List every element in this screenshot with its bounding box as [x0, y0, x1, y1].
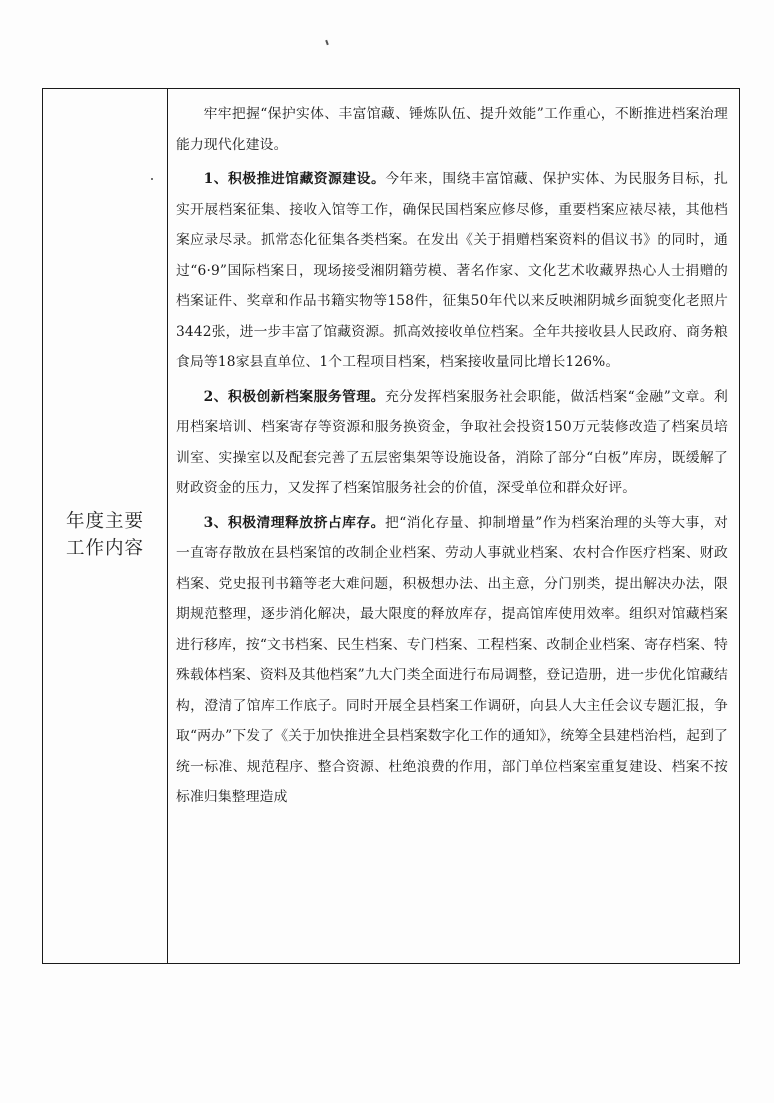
- content-cell: [176, 99, 728, 961]
- row-label-line-2: 工作内容: [65, 538, 144, 559]
- paragraph-body: 把“消化存量、抑制增量”作为档案治理的头等大事，对一直寄存散放在县档案馆的改制企业档案、劳动人事就业档案、农村合作医疗档案、财政档案、党史报刊书籍等老大难问题，积极想办法、出主意，分门别类，提出解决办法，限期规范整理，逐步消化解决，最大限度的释放库存，提高馆库使用效率。组织对馆藏档案进行移库，按“文书档案、民生档案、专门档案、工程档案、改制企业档案、寄存档案、特殊载体档案、资料及其他档案”九大门类全面进行布局调整，登记造册，进一步优化馆藏结构，澄清了馆库工作底子。同时开展全县档案工作调研，向县人大主任会议专题汇报，争取“两办”下发了《关于加快推进全县档案数字化工作的通知》，统筹全县建档治档，起到了统一标准、规范程序、整合资源、杜绝浪费的作用，部门单位档案室重复建设、档案不按标准归集整理造成: [176, 514, 728, 805]
- row-label-cell: [43, 89, 167, 963]
- work-content-table: [42, 88, 740, 964]
- row-label-line-1: 年度主要: [65, 511, 144, 532]
- stray-ink-mark: [325, 40, 329, 45]
- paragraph-body: 今年来，围绕丰富馆藏、保护实体、为民服务目标，扎实开展档案征集、接收入馆等工作，确保民国档案应修尽修，重要档案应裱尽裱，其他档案应录尽录。抓常态化征集各类档案。在发出《关于捐赠档案资料的倡议书》的同时，通过“6·9”国际档案日，现场接受湘阴籍劳模、著名作家、文化艺术收藏界热心人士捐赠的档案证件、奖章和作品书籍实物等158件，征集50年代以来反映湘阴城乡面貌变化老照片3442张，进一步丰富了馆藏资源。抓高效接收单位档案。全年共接收县人民政府、商务粮食局等18家县直单位、1个工程项目档案，档案接收量同比增长126%。: [176, 171, 728, 370]
- paragraph-heading: 2、积极创新档案服务管理。: [203, 388, 385, 405]
- paragraph-item-2: [176, 382, 728, 504]
- row-label: [50, 508, 160, 562]
- paragraph-item-1: [176, 164, 728, 378]
- paragraph-body: 充分发挥档案服务社会职能，做活档案“金融”文章。利用档案培训、档案寄存等资源和服务换资金，争取社会投资150万元装修改造了档案员培训室、实操室以及配套完善了五层密集架等设施设备，消除了部分“白板”库房，既缓解了财政资金的压力，又发挥了档案馆服务社会的价值，深受单位和群众好评。: [176, 388, 728, 496]
- column-divider: [167, 89, 168, 963]
- paragraph-body: 牢牢把握“保护实体、丰富馆藏、锤炼队伍、提升效能”工作重心，不断推进档案治理能力现代化建设。: [176, 106, 728, 153]
- paragraph-intro: [176, 99, 728, 160]
- paragraph-heading: 1、积极推进馆藏资源建设。: [203, 171, 386, 187]
- paragraph-heading: 3、积极清理释放挤占库存。: [203, 514, 385, 531]
- paragraph-item-3: [176, 508, 728, 813]
